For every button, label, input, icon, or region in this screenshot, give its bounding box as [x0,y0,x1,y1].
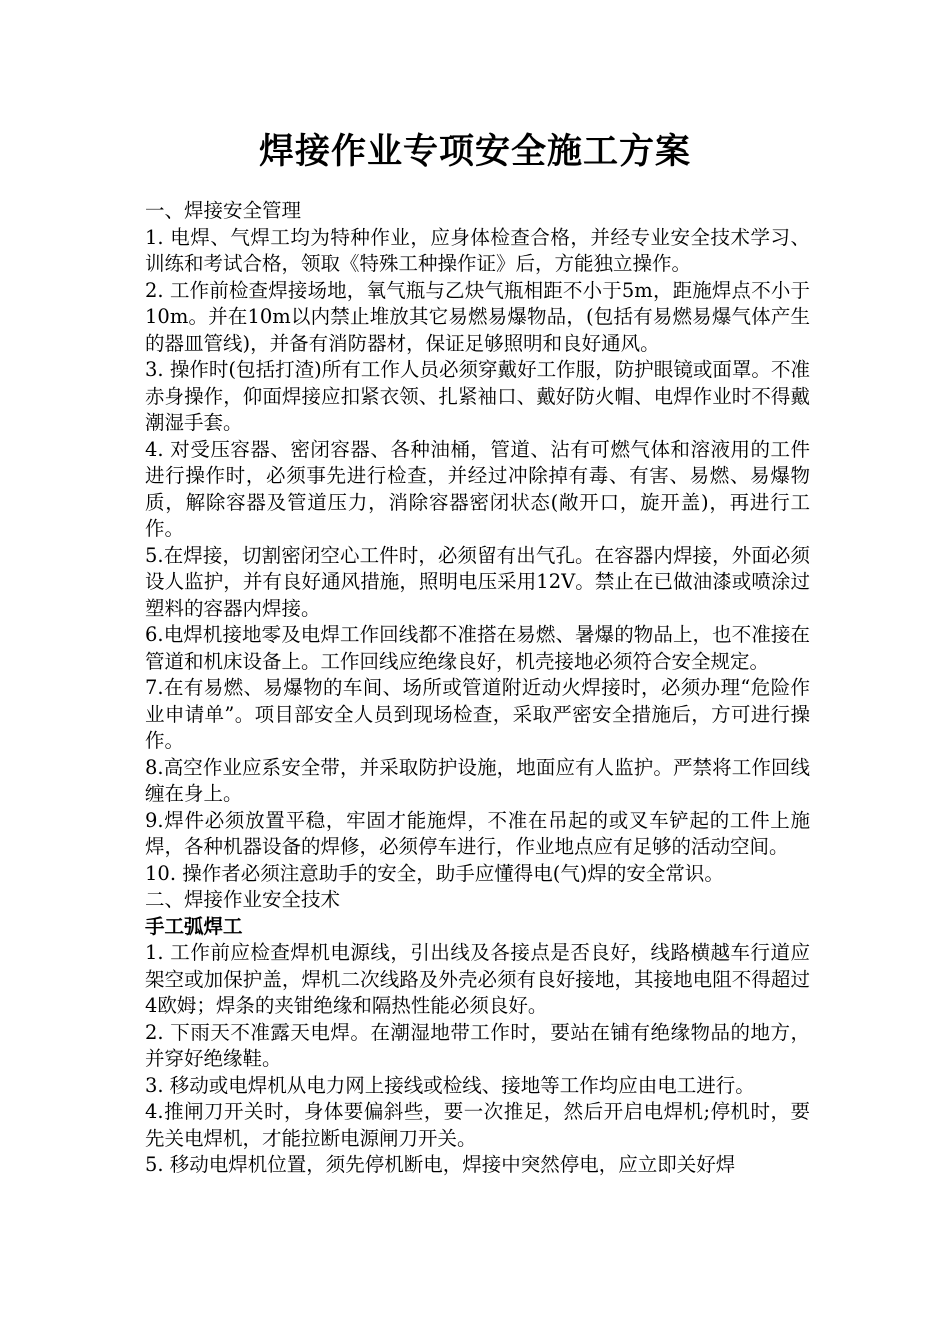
paragraph: 4. 对受压容器、密闭容器、各种油桶，管道、沾有可燃气体和溶液用的工件进行操作时，必须事先进行检查，并经过冲除掉有毒、有害、易燃、易爆物质，解除容器及管道压力，消除容器密闭状态(敞开口，旋开盖)，再进行工作。 [145,437,810,540]
section-heading: 二、焊接作业安全技术 [145,888,341,911]
paragraph: 9.焊件必须放置平稳，牢固才能施焊，不准在吊起的或叉车铲起的工件上施焊，各种机器设备的焊修，必须停车进行，作业地点应有足够的活动空间。 [145,808,810,858]
paragraph: 1. 工作前应检查焊机电源线，引出线及各接点是否良好，线路横越车行道应架空或加保护盖，焊机二次线路及外壳必须有良好接地，其接地电阻不得超过4欧姆；焊条的夹钳绝缘和隔热性能必须良好。 [145,941,810,1017]
paragraph: 7.在有易燃、易爆物的车间、场所或管道附近动火焊接时，必须办理“危险作业申请单”。项目部安全人员到现场检查，采取严密安全措施后，方可进行操作。 [145,676,810,752]
document-title: 焊接作业专项安全施工方案 [258,131,691,172]
paragraph: 8.高空作业应系安全带，并采取防护设施，地面应有人监护。严禁将工作回线缠在身上。 [145,755,810,805]
paragraph: 6.电焊机接地零及电焊工作回线都不准搭在易燃、暑爆的物品上，也不准接在管道和机床设备上。工作回线应绝缘良好，机壳接地必须符合安全规定。 [145,623,810,673]
paragraph: 4.推闸刀开关时，身体要偏斜些，要一次推足，然后开启电焊机;停机时，要先关电焊机，才能拉断电源闸刀开关。 [145,1100,810,1150]
paragraph: 2. 下雨天不准露天电焊。在潮湿地带工作时，要站在铺有绝缘物品的地方，并穿好绝缘鞋。 [145,1020,810,1070]
paragraph: 10. 操作者必须注意助手的安全，助手应懂得电(气)焊的安全常识。 [145,861,724,885]
paragraph: 5. 移动电焊机位置，须先停机断电，焊接中突然停电，应立即关好焊 [145,1153,736,1176]
paragraph: 3. 移动或电焊机从电力网上接线或检线、接地等工作均应由电工进行。 [145,1073,755,1097]
subsection-heading: 手工弧焊工 [145,914,243,938]
section-heading: 一、焊接安全管理 [145,199,302,222]
paragraph: 1. 电焊、气焊工均为特种作业，应身体检查合格，并经专业安全技术学习、训练和考试合格，领取《特殊工种操作证》后，方能独立操作。 [145,225,810,275]
paragraph: 5.在焊接，切割密闭空心工件时，必须留有出气孔。在容器内焊接，外面必须设人监护，并有良好通风措施，照明电压采用12V。禁止在已做油漆或喷涂过塑料的容器内焊接。 [145,543,810,620]
paragraph: 2. 工作前检查焊接场地，氧气瓶与乙炔气瓶相距不小于5m，距施焊点不小于10m。并在10m以内禁止堆放其它易燃易爆物品，(包括有易燃易爆气体产生的器皿管线)，并备有消防器材，保证足够照明和良好通风。 [145,278,810,355]
paragraph: 3. 操作时(包括打渣)所有工作人员必须穿戴好工作服，防护眼镜或面罩。不准赤身操作，仰面焊接应扣紧衣领、扎紧袖口、戴好防火帽、电焊作业时不得戴潮湿手套。 [145,358,810,434]
document-body [145,198,810,1179]
